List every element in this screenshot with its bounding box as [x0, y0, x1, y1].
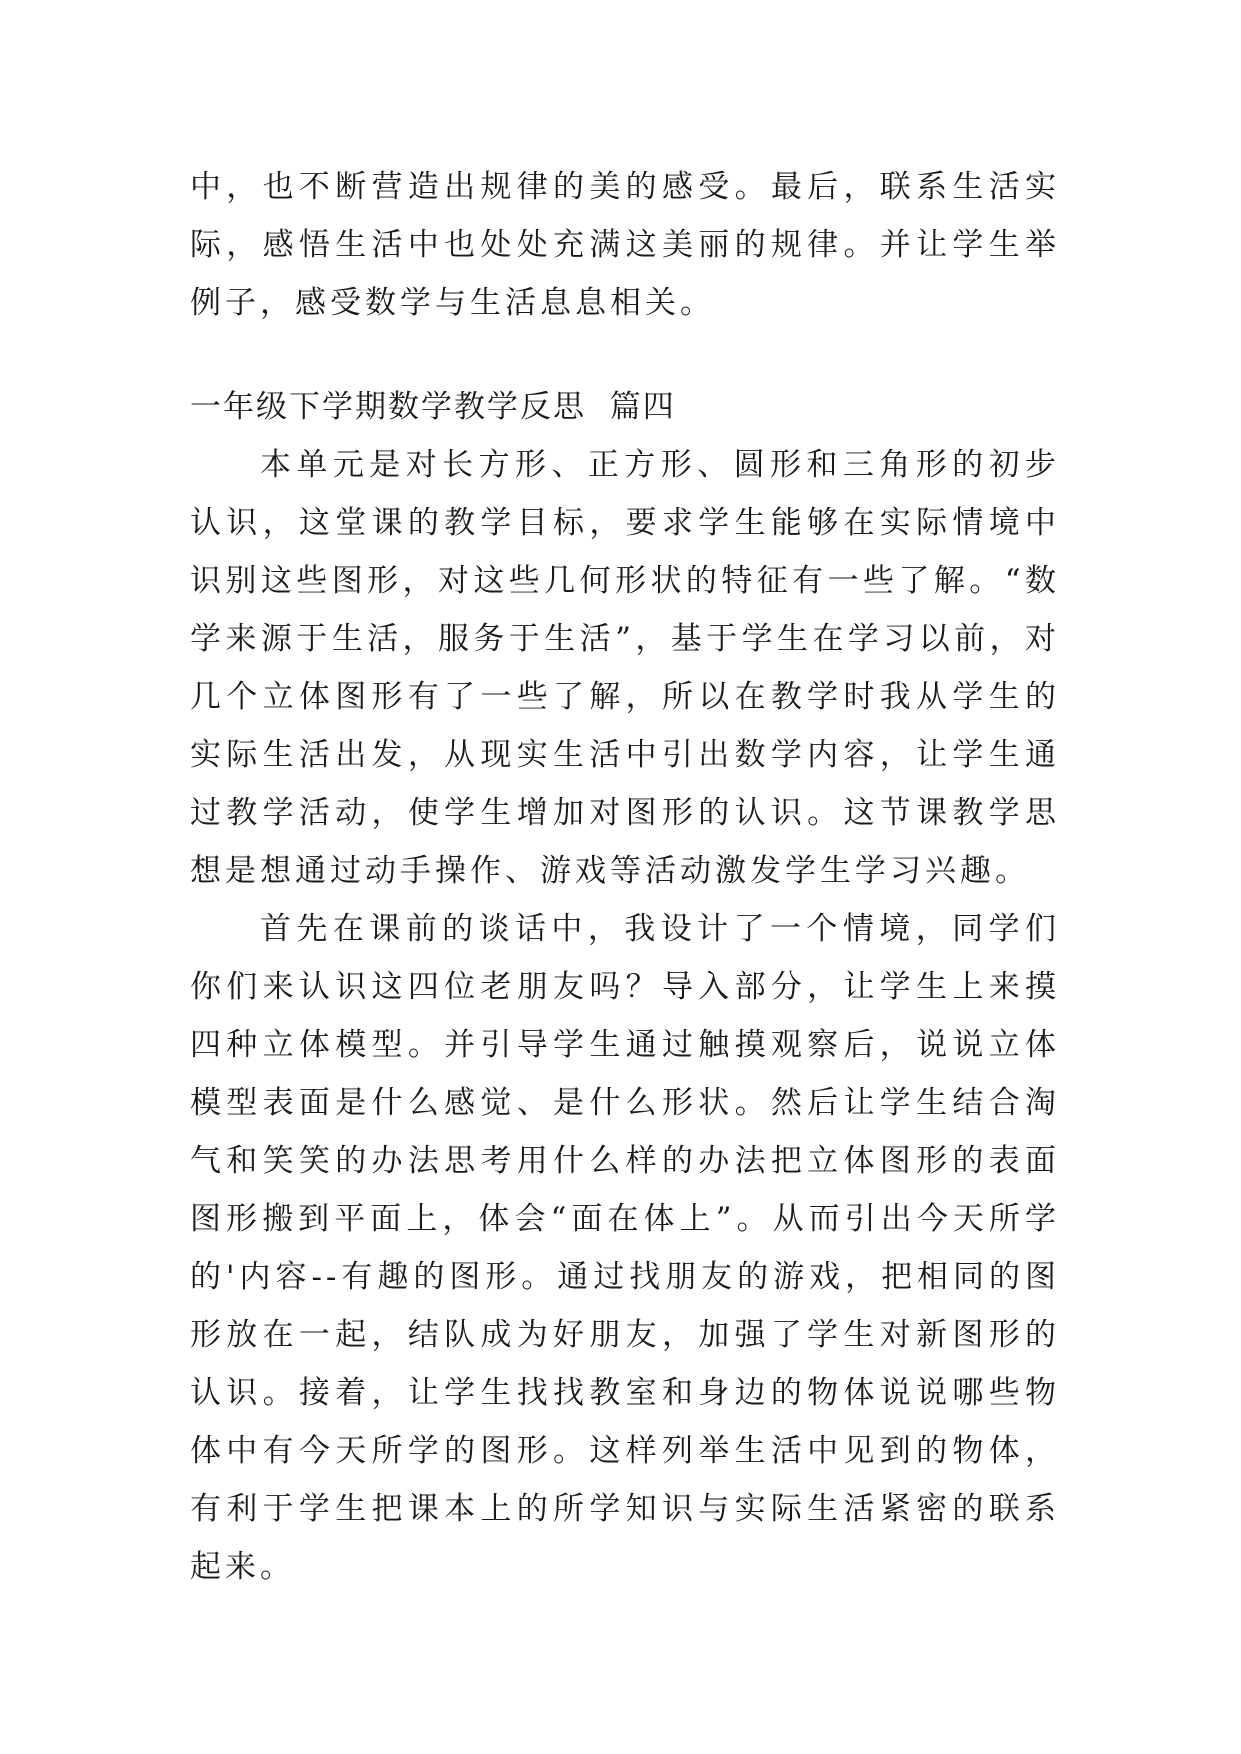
document-body — [190, 158, 1060, 1596]
section-paragraph-2: 首先在课前的谈话中，我设计了一个情境，同学们你们来认识这四位老朋友吗？导入部分，让学生上来摸四种立体模型。并引导学生通过触摸观察后，说说立体模型表面是什么感觉、是什么形状。然后让学生结合淘气和笑笑的办法思考用什么样的办法把立体图形的表面图形搬到平面上，体会“面在体上”。从而引出今天所学的'内容--有趣的图形。通过找朋友的游戏，把相同的图形放在一起，结队成为好朋友，加强了学生对新图形的认识。接着，让学生找找教室和身边的物体说说哪些物体中有今天所学的图形。这样列举生活中见到的物体，有利于学生把课本上的所学知识与实际生活紧密的联系起来。 — [190, 911, 1060, 1585]
continuation-paragraph: 中，也不断营造出规律的美的感受。最后，联系生活实际，感悟生活中也处处充满这美丽的规律。并让学生举例子，感受数学与生活息息相关。 — [190, 169, 1060, 321]
section-title: 一年级下学期数学教学反思 篇四 — [190, 389, 676, 425]
section-paragraph-1: 本单元是对长方形、正方形、圆形和三角形的初步认识，这堂课的教学目标，要求学生能够在实际情境中识别这些图形，对这些几何形状的特征有一些了解。“数学来源于生活，服务于生活”，基于学生在学习以前，对几个立体图形有了一些了解，所以在教学时我从学生的实际生活出发，从现实生活中引出数学内容，让学生通过教学活动，使学生增加对图形的认识。这节课教学思想是想通过动手操作、游戏等活动激发学生学习兴趣。 — [190, 447, 1060, 889]
